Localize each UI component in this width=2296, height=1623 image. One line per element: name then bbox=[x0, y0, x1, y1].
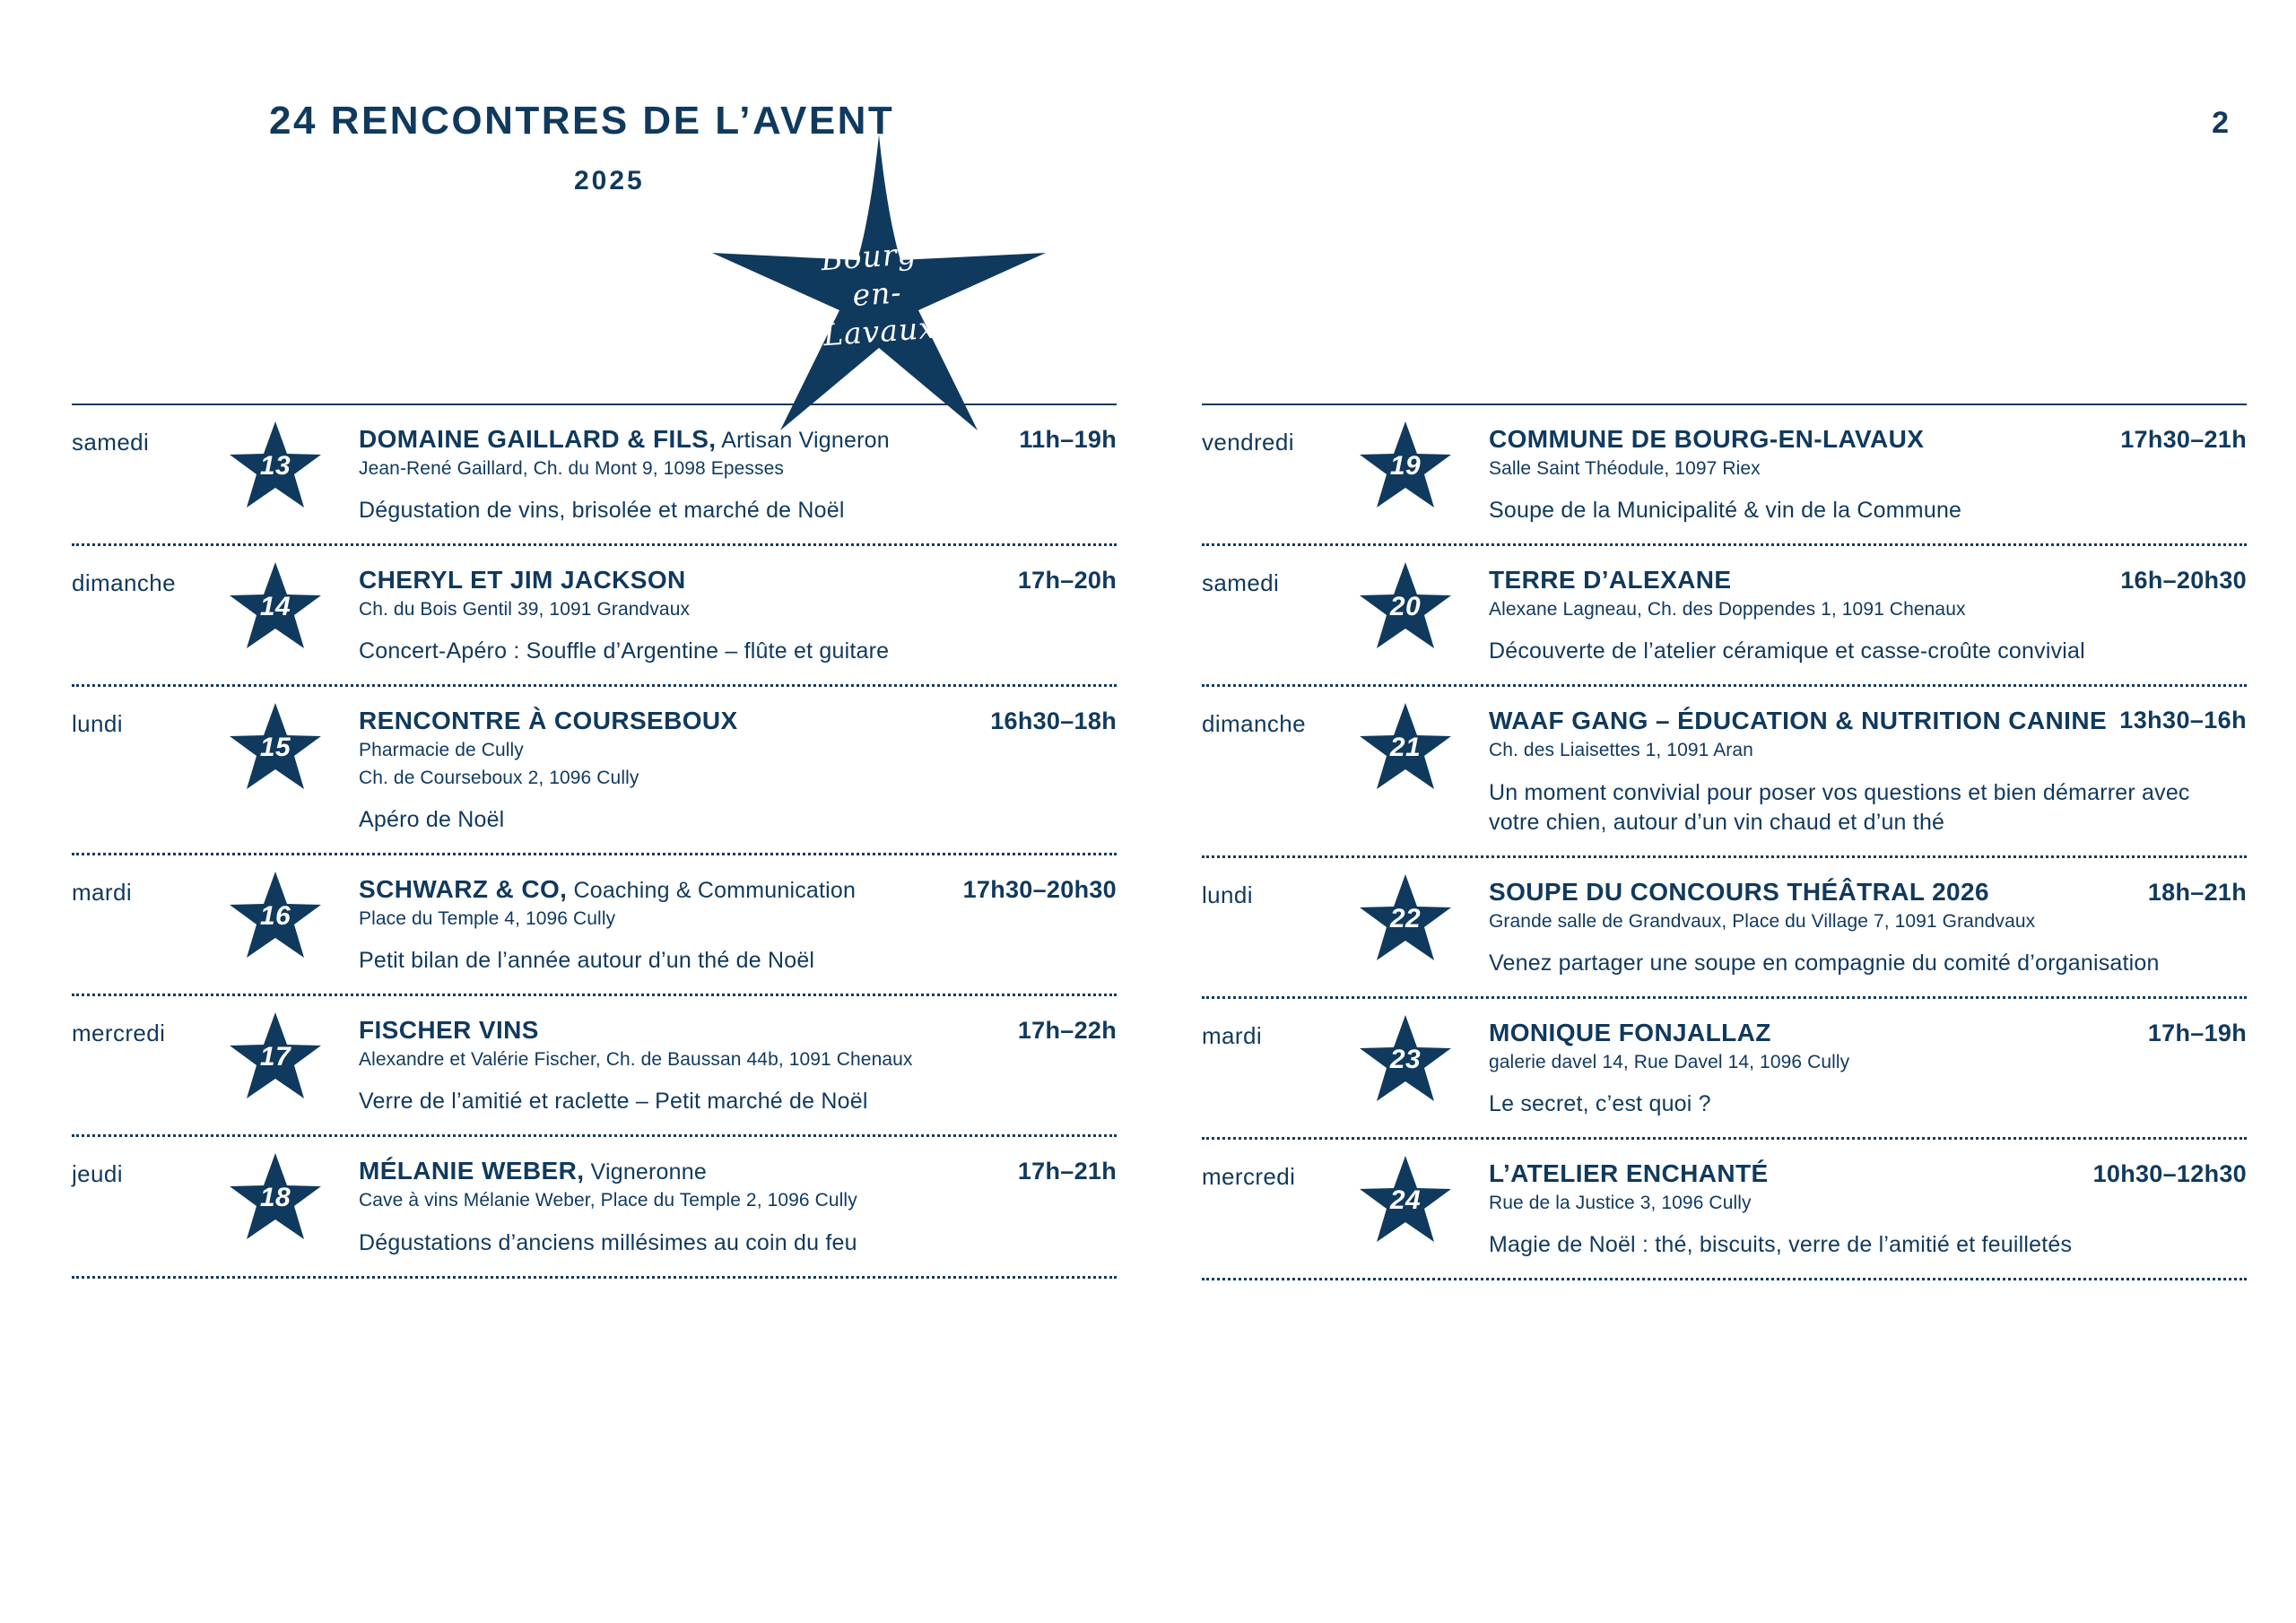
entry-day: jeudi bbox=[72, 1160, 123, 1188]
entry-title-main: COMMUNE DE BOURG-EN-LAVAUX bbox=[1489, 425, 1925, 453]
page-title-text: RENCONTRES DE L’AVENT bbox=[330, 99, 895, 143]
entry-time: 17h30–20h30 bbox=[962, 875, 1117, 903]
entry-day: samedi bbox=[72, 429, 150, 456]
entry-time: 16h30–18h bbox=[990, 707, 1117, 735]
list-item bbox=[1202, 999, 2247, 1140]
list-item bbox=[72, 855, 1117, 996]
entry-body bbox=[1489, 1159, 2247, 1260]
entry-address: Rue de la Justice 3, 1096 Cully bbox=[1489, 1192, 1752, 1213]
entry-title bbox=[1489, 707, 2247, 735]
entry-body bbox=[1489, 707, 2247, 837]
entry-date: 21 bbox=[1389, 733, 1422, 763]
entry-title-main: RENCONTRE À COURSEBOUX bbox=[359, 707, 738, 735]
entry-date: 17 bbox=[259, 1042, 291, 1072]
entry-date: 15 bbox=[259, 733, 291, 763]
entry-description: Concert-Apéro : Souffle d’Argentine – flûte et guitare bbox=[359, 638, 890, 664]
entry-day: dimanche bbox=[72, 569, 176, 597]
entry-body bbox=[359, 1157, 1117, 1257]
entry-address: Ch. des Liaisettes 1, 1091 Aran bbox=[1489, 740, 1753, 761]
entry-title bbox=[359, 566, 1117, 595]
entry-title-main: CHERYL ET JIM JACKSON bbox=[359, 566, 686, 595]
entry-description: Découverte de l’atelier céramique et casse-croûte convivial bbox=[1489, 638, 2085, 664]
entry-title bbox=[359, 1016, 1117, 1045]
logo-line-3: Lavaux bbox=[822, 310, 938, 353]
entry-description: Petit bilan de l’année autour d’un thé de Noël bbox=[359, 948, 815, 974]
logo-line-2: en- bbox=[851, 274, 903, 314]
entry-date: 18 bbox=[259, 1183, 291, 1213]
entry-title-main: MÉLANIE WEBER, bbox=[359, 1157, 585, 1185]
entry-date: 24 bbox=[1389, 1185, 1422, 1216]
entry-body bbox=[359, 875, 1117, 976]
entry-day: mardi bbox=[72, 878, 133, 906]
entry-date: 14 bbox=[259, 592, 291, 622]
entry-day: dimanche bbox=[1202, 710, 1306, 738]
entry-title-main: SOUPE DU CONCOURS THÉÂTRAL 2026 bbox=[1489, 877, 1989, 906]
entry-day: mardi bbox=[1202, 1021, 1263, 1049]
entry-title bbox=[359, 1157, 1117, 1185]
list-item bbox=[1202, 546, 2247, 687]
entry-address: Cave à vins Mélanie Weber, Place du Temple 2, 1096 Cully bbox=[359, 1190, 857, 1211]
date-star-icon bbox=[229, 872, 322, 961]
entry-time: 17h–21h bbox=[1017, 1158, 1117, 1185]
entry-time: 17h30–21h bbox=[2120, 426, 2247, 453]
entry-date: 22 bbox=[1389, 903, 1422, 933]
entry-description: Magie de Noël : thé, biscuits, verre de l’amitié et feuilletés bbox=[1489, 1232, 2073, 1258]
entry-date: 19 bbox=[1389, 451, 1422, 481]
entry-title-sub: Vigneronne bbox=[584, 1159, 707, 1185]
page-header bbox=[0, 0, 2296, 421]
entry-time: 17h–22h bbox=[1017, 1017, 1117, 1045]
entry-title-main: SCHWARZ & CO, bbox=[359, 874, 568, 903]
entry-title-main: L’ATELIER ENCHANTÉ bbox=[1489, 1159, 1769, 1188]
entry-title-main: MONIQUE FONJALLAZ bbox=[1489, 1018, 1771, 1046]
entry-time: 17h–20h bbox=[1017, 567, 1117, 595]
entry-day: samedi bbox=[1202, 569, 1280, 597]
entry-day: mercredi bbox=[72, 1020, 166, 1047]
entry-description: Un moment convivial pour poser vos questions et bien démarrer avec votre chien, autour d’un vin chaud et d’un thé bbox=[1489, 779, 2190, 835]
entry-day: lundi bbox=[72, 710, 123, 738]
right-column bbox=[1202, 404, 2247, 1280]
entry-time: 13h30–16h bbox=[2119, 707, 2247, 734]
entry-date: 13 bbox=[259, 451, 291, 481]
entry-description: Apéro de Noël bbox=[359, 806, 505, 832]
entry-title-main: DOMAINE GAILLARD & FILS, bbox=[359, 425, 717, 453]
entry-address: Ch. du Bois Gentil 39, 1091 Grandvaux bbox=[359, 599, 691, 621]
entry-title-sub: Coaching & Communication bbox=[567, 877, 857, 903]
year-label: 2025 bbox=[574, 166, 645, 195]
date-star-icon bbox=[229, 562, 322, 652]
date-star-icon bbox=[1359, 1015, 1452, 1105]
date-star-icon bbox=[229, 1153, 322, 1243]
left-column bbox=[72, 404, 1117, 1279]
entry-title bbox=[1489, 1019, 2247, 1047]
entry-address: Grande salle de Grandvaux, Place du Village 7, 1091 Grandvaux bbox=[1489, 910, 2036, 932]
entry-address: Alexandre et Valérie Fischer, Ch. de Baussan 44b, 1091 Chenaux bbox=[359, 1049, 913, 1071]
entry-body bbox=[1489, 425, 2247, 525]
page-title-number: 24 bbox=[269, 99, 317, 143]
entry-date: 23 bbox=[1389, 1044, 1422, 1074]
entry-title bbox=[359, 425, 1117, 454]
entry-address: Alexane Lagneau, Ch. des Doppendes 1, 1091 Chenaux bbox=[1489, 599, 1966, 621]
logo-line-1: Bourg- bbox=[820, 234, 929, 278]
entry-address-secondary: Ch. de Courseboux 2, 1096 Cully bbox=[359, 767, 639, 788]
date-star-icon bbox=[1359, 703, 1452, 793]
date-star-icon bbox=[229, 1012, 322, 1102]
list-item bbox=[1202, 687, 2247, 857]
date-star-icon bbox=[229, 421, 322, 511]
entry-description: Soupe de la Municipalité & vin de la Commune bbox=[1489, 498, 1962, 524]
list-item bbox=[72, 996, 1117, 1137]
entry-address: galerie davel 14, Rue Davel 14, 1096 Cully bbox=[1489, 1051, 1850, 1072]
entry-date: 16 bbox=[259, 900, 291, 931]
list-item bbox=[72, 405, 1117, 546]
entry-title bbox=[1489, 878, 2247, 907]
entry-description: Dégustation de vins, brisolée et marché de Noël bbox=[359, 498, 845, 524]
entry-description: Le secret, c’est quoi ? bbox=[1489, 1091, 1711, 1117]
entry-description: Dégustations d’anciens millésimes au coin du feu bbox=[359, 1229, 857, 1255]
entry-day: vendredi bbox=[1202, 429, 1294, 456]
entry-address: Pharmacie de Cully bbox=[359, 740, 524, 761]
entry-time: 18h–21h bbox=[2147, 878, 2247, 906]
entry-time: 16h–20h30 bbox=[2120, 567, 2247, 595]
date-star-icon bbox=[1359, 562, 1452, 652]
date-star-icon bbox=[1359, 421, 1452, 511]
entry-description: Venez partager une soupe en compagnie du comité d’organisation bbox=[1489, 950, 2160, 976]
date-star-icon bbox=[229, 703, 322, 793]
list-item bbox=[1202, 405, 2247, 546]
entry-body bbox=[1489, 1019, 2247, 1119]
list-item bbox=[1202, 1140, 2247, 1280]
entry-title-main: TERRE D’ALEXANE bbox=[1489, 566, 1732, 595]
entry-day: lundi bbox=[1202, 881, 1253, 908]
entry-address: Salle Saint Théodule, 1097 Riex bbox=[1489, 457, 1761, 479]
entry-day: mercredi bbox=[1202, 1163, 1296, 1191]
date-star-icon bbox=[1359, 1156, 1452, 1245]
entry-body bbox=[359, 1016, 1117, 1116]
entry-time: 17h–19h bbox=[2147, 1019, 2247, 1046]
entry-body bbox=[359, 707, 1117, 835]
entry-title-sub: Artisan Vigneron bbox=[716, 428, 890, 453]
entry-body bbox=[1489, 878, 2247, 978]
entry-address: Jean-René Gaillard, Ch. du Mont 9, 1098 Epesses bbox=[359, 457, 784, 479]
entry-title-main: FISCHER VINS bbox=[359, 1016, 539, 1045]
entry-time: 10h30–12h30 bbox=[2092, 1160, 2247, 1188]
list-item bbox=[1202, 858, 2247, 999]
entry-title-main: WAAF GANG – ÉDUCATION & NUTRITION CANINE bbox=[1489, 707, 2108, 735]
list-item bbox=[72, 1137, 1117, 1278]
entry-date: 20 bbox=[1389, 592, 1422, 622]
page-number: 2 bbox=[2212, 106, 2229, 140]
entry-address: Place du Temple 4, 1096 Cully bbox=[359, 907, 616, 929]
entry-description: Verre de l’amitié et raclette – Petit marché de Noël bbox=[359, 1089, 868, 1115]
list-item bbox=[72, 687, 1117, 855]
entry-body bbox=[359, 425, 1117, 525]
entry-time: 11h–19h bbox=[1019, 426, 1117, 453]
list-item bbox=[72, 546, 1117, 687]
entry-body bbox=[359, 566, 1117, 666]
entry-body bbox=[1489, 566, 2247, 666]
date-star-icon bbox=[1359, 874, 1452, 964]
